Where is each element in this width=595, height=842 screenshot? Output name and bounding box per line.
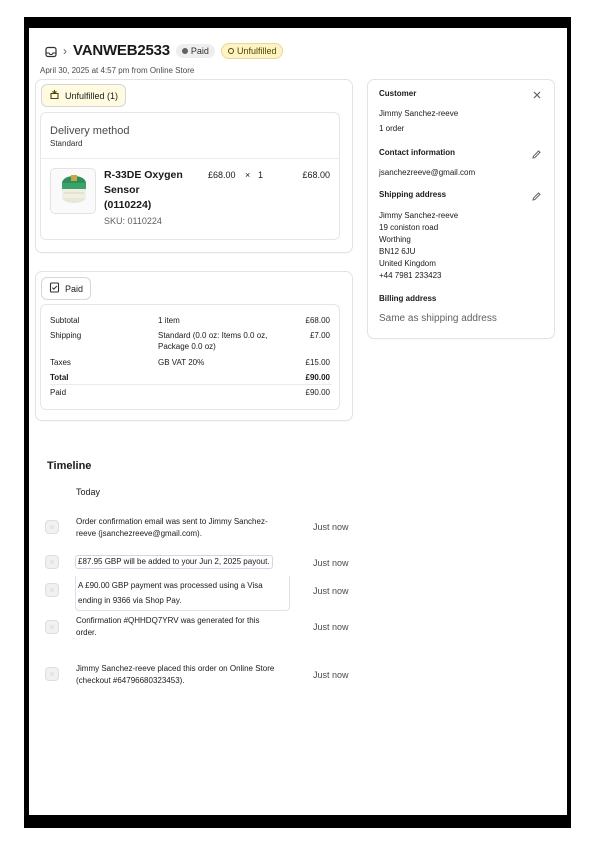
product-name-line3: (0110224) <box>104 199 152 211</box>
event-time: Just now <box>313 522 349 532</box>
customer-card <box>368 80 554 338</box>
status-dot-icon <box>182 48 188 54</box>
event-time: Just now <box>313 586 349 596</box>
event-text-line2: (checkout #64796680323453). <box>76 676 185 685</box>
event-text-line2: order. <box>76 628 97 637</box>
frame-border-right <box>567 17 571 828</box>
pencil-icon[interactable] <box>531 189 542 207</box>
unfulfilled-badge-label: Unfulfilled <box>236 45 277 56</box>
unfulfilled-button[interactable] <box>41 84 126 107</box>
event-text <box>76 663 274 687</box>
address-line: United Kingdom <box>379 259 436 268</box>
unfulfilled-badge <box>221 43 284 59</box>
inbox-icon[interactable] <box>45 45 57 57</box>
payment-card <box>36 272 352 420</box>
shipping-address-block <box>379 210 458 282</box>
customer-orders[interactable]: 1 order <box>379 124 405 133</box>
shipping-address-heading: Shipping address <box>379 190 447 199</box>
customer-heading: Customer <box>379 89 417 98</box>
fulfillment-card <box>36 80 352 252</box>
event-time: Just now <box>313 558 349 568</box>
billing-address-value: Same as shipping address <box>379 313 497 324</box>
billing-address-heading: Billing address <box>379 294 437 303</box>
customer-name[interactable]: Jimmy Sanchez-reeve <box>379 109 459 118</box>
shipping-amount: £7.00 <box>309 331 330 340</box>
event-time: Just now <box>313 622 349 632</box>
event-text-line2: ending in 9366 via Shop Pay. <box>78 596 182 605</box>
product-name-line1: R-33DE Oxygen <box>104 169 183 181</box>
event-text-line1: Order confirmation email was sent to Jimmy Sanchez- <box>76 517 268 526</box>
subtotal-amount: £68.00 <box>305 316 330 325</box>
divider <box>41 158 339 159</box>
address-line: +44 7981 233423 <box>379 271 442 280</box>
event-text-line1: A £90.00 GBP payment was processed using a Visa <box>78 581 263 590</box>
unfulfilled-button-label: Unfulfilled (1) <box>65 90 119 101</box>
event-text-line1: Jimmy Sanchez-reeve placed this order on Online Store <box>76 664 275 673</box>
shipping-label: Shipping <box>50 331 82 340</box>
paid-label: Paid <box>50 388 67 397</box>
delivery-method-label: Delivery method <box>50 125 130 137</box>
event-marker-icon <box>45 583 59 597</box>
product-thumbnail[interactable] <box>50 168 96 214</box>
product-name[interactable] <box>104 168 183 213</box>
frame-border-left <box>24 17 29 828</box>
fulfillment-inner <box>40 112 340 240</box>
event-text-line2: reeve (jsanchezreeve@gmail.com). <box>76 529 202 538</box>
divider <box>50 384 332 385</box>
receipt-check-icon <box>49 282 60 295</box>
paid-button-label: Paid <box>65 283 84 294</box>
event-text <box>75 576 290 611</box>
order-placed-line: April 30, 2025 at 4:57 pm from Online Store <box>40 66 195 75</box>
customer-email[interactable]: jsanchezreeve@gmail.com <box>379 168 476 177</box>
paid-badge <box>176 44 215 58</box>
pencil-icon[interactable] <box>531 147 542 165</box>
unit-price: £68.00 <box>208 170 236 180</box>
paid-amount: £90.00 <box>305 388 330 397</box>
event-marker-icon <box>45 520 59 534</box>
total-label: Total <box>50 373 69 382</box>
paid-button[interactable] <box>41 277 91 300</box>
event-text <box>75 555 273 569</box>
shipping-desc: Standard (0.0 oz: Items 0.0 oz, <box>158 331 268 340</box>
order-header <box>45 42 283 59</box>
event-text-line1: Confirmation #QHHDQ7YRV was generated for this <box>76 616 260 625</box>
product-name-line2: Sensor <box>104 184 140 196</box>
status-ring-icon <box>228 48 234 54</box>
address-line: Jimmy Sanchez-reeve <box>379 211 459 220</box>
event-time: Just now <box>313 670 349 680</box>
total-amount: £90.00 <box>305 373 330 382</box>
quantity: 1 <box>258 170 264 180</box>
frame-border-bottom <box>24 815 571 828</box>
oxygen-sensor-image <box>51 169 96 214</box>
breadcrumb-separator: › <box>63 43 67 58</box>
address-line: 19 coniston road <box>379 223 439 232</box>
order-number: VANWEB2533 <box>73 42 170 59</box>
event-text <box>76 516 268 540</box>
event-text-line1: £87.95 GBP will be added to your Jun 2, 2025 payout. <box>78 557 270 566</box>
delivery-method-value: Standard <box>50 139 83 148</box>
event-text <box>76 615 260 639</box>
taxes-desc: GB VAT 20% <box>158 358 205 367</box>
timeline-title: Timeline <box>47 460 92 472</box>
frame-border-top <box>24 17 571 28</box>
shipping-desc-2: Package 0.0 oz) <box>158 342 216 351</box>
taxes-amount: £15.00 <box>305 358 330 367</box>
times-symbol: × <box>245 170 251 180</box>
address-line: Worthing <box>379 235 411 244</box>
subtotal-desc: 1 item <box>158 316 180 325</box>
paid-badge-label: Paid <box>190 45 209 56</box>
timeline-day: Today <box>76 487 101 497</box>
taxes-label: Taxes <box>50 358 71 367</box>
payment-summary <box>40 304 340 410</box>
event-marker-icon <box>45 667 59 681</box>
contact-heading: Contact information <box>379 148 455 157</box>
event-marker-icon <box>45 620 59 634</box>
package-icon <box>49 89 60 102</box>
close-icon[interactable] <box>532 87 542 105</box>
subtotal-label: Subtotal <box>50 316 80 325</box>
line-total: £68.00 <box>302 170 330 180</box>
address-line: BN12 6JU <box>379 247 416 256</box>
product-sku: SKU: 0110224 <box>104 216 162 226</box>
event-marker-icon <box>45 555 59 569</box>
